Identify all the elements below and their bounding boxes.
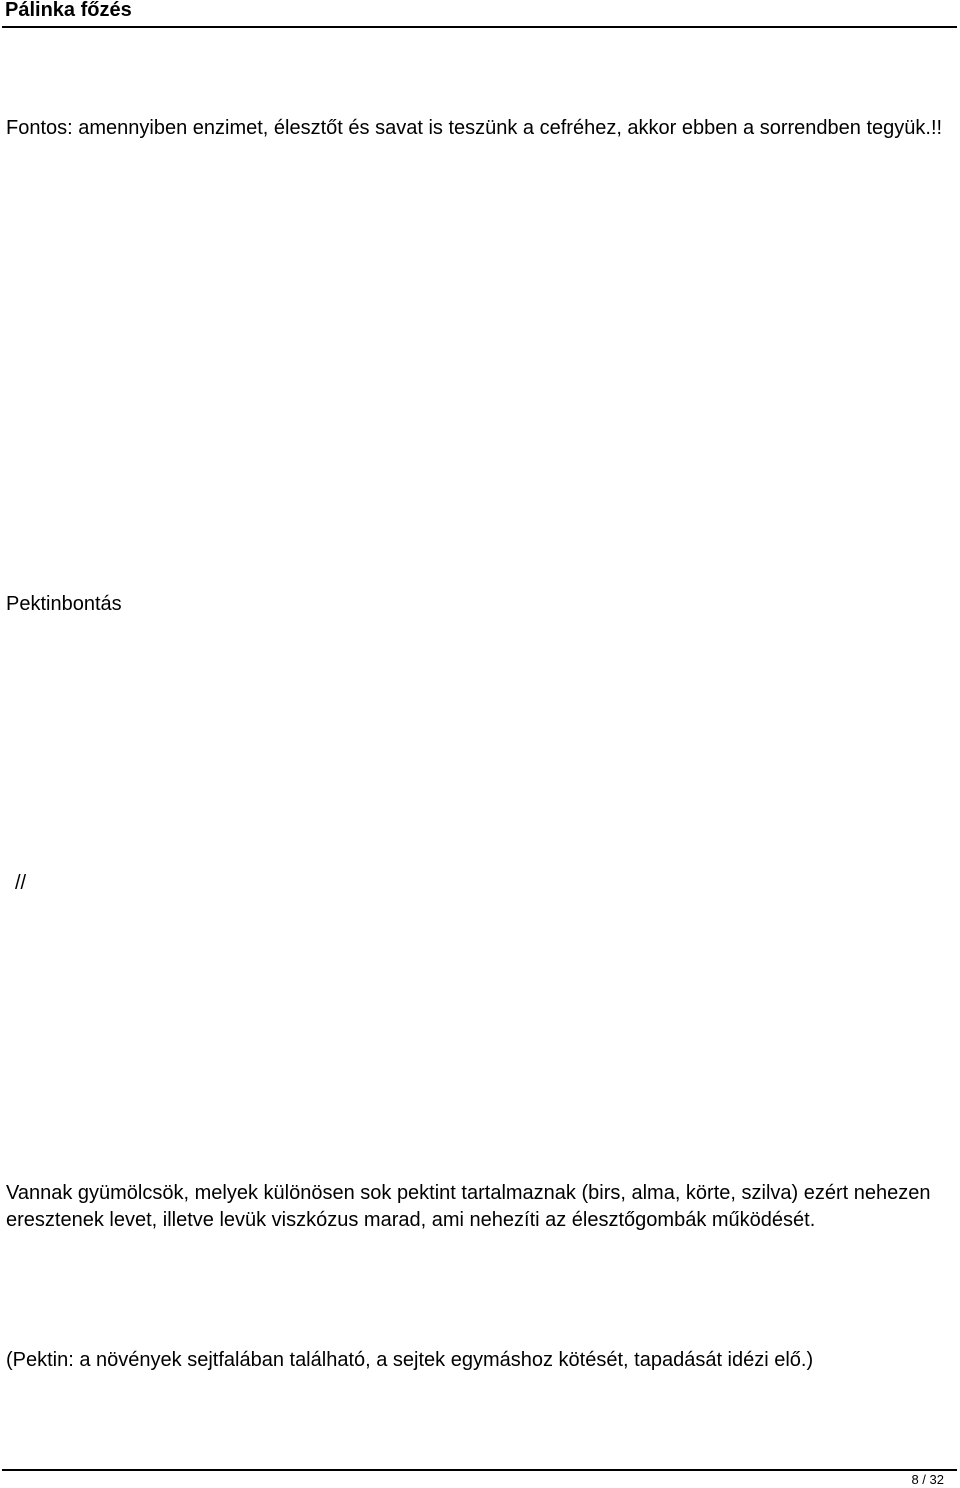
paragraph-fontos-note: Fontos: amennyiben enzimet, élesztőt és savat is teszünk a cefréhez, akkor ebben a sorrendben tegyük.!! xyxy=(6,117,943,139)
header-divider xyxy=(2,26,957,28)
paragraph-pectin-definition: (Pektin: a növények sejtfalában található, a sejtek egymáshoz kötését, tapadását idézi elő.) xyxy=(6,1349,814,1371)
section-heading-pektinbontas: Pektinbontás xyxy=(6,593,122,615)
paragraph-slashes: // xyxy=(15,872,27,894)
document-title: Pálinka főzés xyxy=(5,0,132,21)
paragraph-pectin-fruits: Vannak gyümölcsök, melyek különösen sok pektint tartalmaznak (birs, alma, körte, szilva) ezért nehezen eresztenek levet, illetve levük viszkózus marad, ami nehezíti az élesztőgombák működését. xyxy=(6,1182,931,1231)
footer-divider xyxy=(2,1469,957,1471)
page-number: 8 / 32 xyxy=(911,1472,944,1487)
